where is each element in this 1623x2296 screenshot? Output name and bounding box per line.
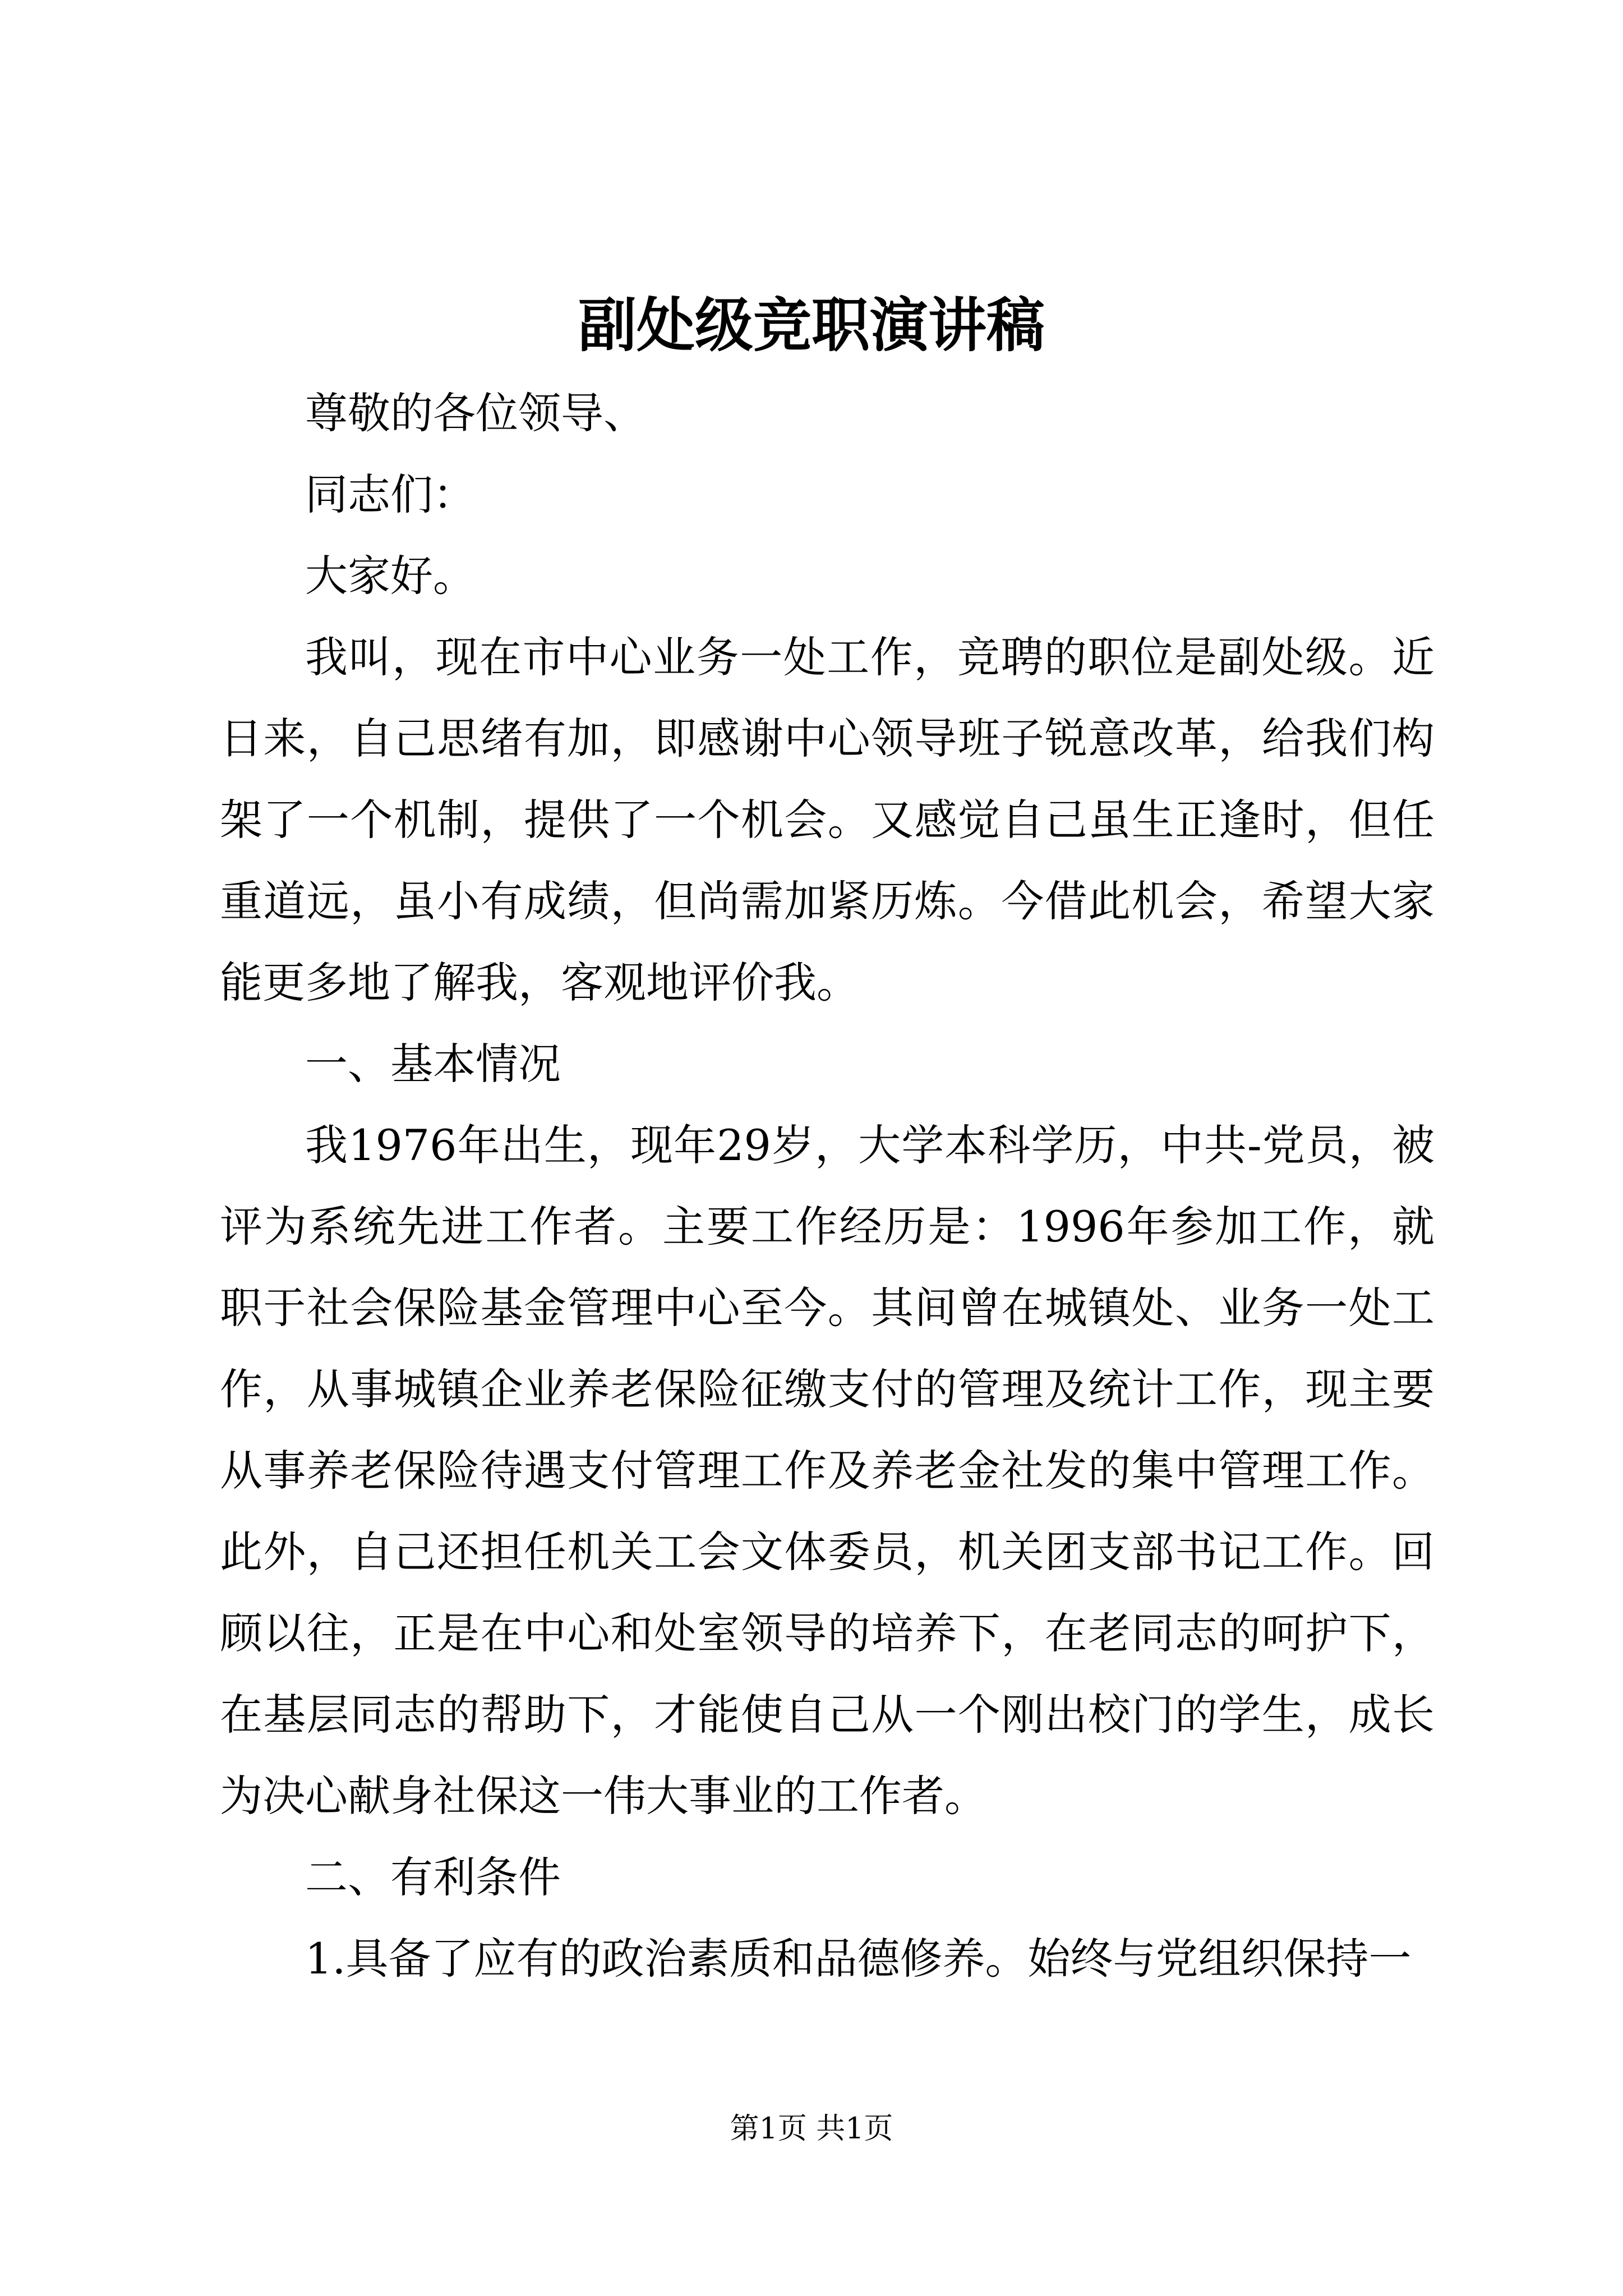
greeting: 大家好。 (305, 551, 476, 601)
document-title: 副处级竞职演讲稿 (578, 291, 1045, 360)
section-heading-basic-info: 一、基本情况 (305, 1039, 561, 1089)
basic-info-paragraph: 我1976年出生，现年29岁，大学本科学历，中共-党员，被评为系统先进工作者。主要工作经历是：1996年参加工作，就职于社会保险基金管理中心至今。其间曾在城镇处、业务一处工作，从事城镇企业养老保险征缴支付的管理及统计工作，现主要从事养老保险待遇支付管理工作及养老金社发的集中管理工作。此外，自己还担任机关工会文体委员，机关团支部书记工作。回顾以往，正是在中心和处室领导的培养下，在老同志的呵护下，在基层同志的帮助下，才能使自己从一个刚出校门的学生，成长为决心献身社保这一伟大事业的工作者。 (220, 1120, 1435, 1821)
advantage-item-1: 1.具备了应有的政治素质和品德修养。始终与党组织保持一 (305, 1934, 1412, 1984)
document-body (220, 372, 1435, 1999)
intro-paragraph: 我叫，现在市中心业务一处工作，竞聘的职位是副处级。近日来，自己思绪有加，即感谢中心领导班子锐意改革，给我们构架了一个机制，提供了一个机会。又感觉自己虽生正逢时，但任重道远，虽小有成绩，但尚需加紧历炼。今借此机会，希望大家能更多地了解我，客观地评价我。 (220, 632, 1435, 1007)
salutation-line-1: 尊敬的各位领导、 (305, 388, 646, 438)
section-heading-advantages: 二、有利条件 (305, 1852, 561, 1902)
page-footer: 第1页 共1页 (730, 2112, 893, 2146)
salutation-line-2: 同志们： (305, 470, 476, 519)
